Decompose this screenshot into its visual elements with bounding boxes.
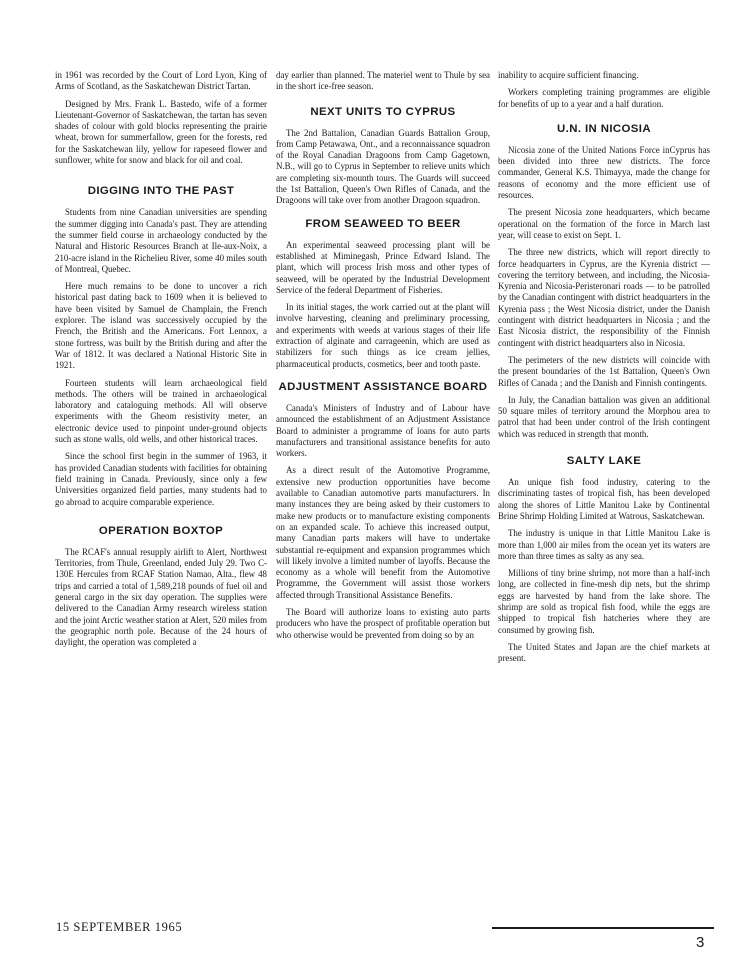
paragraph: day earlier than planned. The materiel went to Thule by sea in the short ice-free season. (276, 70, 490, 92)
paragraph: Fourteen students will learn archaeological field methods. The others will be trained in archaeological laboratory and cataloguing methods. All will observe experiments with the Gheom resistivity meter, an electronic device used to pinpoint under-ground objects such as stone walls, old wells, and other historical traces. (55, 377, 267, 445)
heading-next-units-to-cyprus: NEXT UNITS TO CYPRUS (310, 105, 456, 118)
column-3 (498, 70, 710, 670)
heading-operation-boxtop: OPERATION BOXTOP (98, 524, 224, 537)
paragraph: Nicosia zone of the United Nations Force inCyprus has been divided into three new districts. The force commander, General K.S. Thimayya, made the change for reasons of economy and the more efficient use of resources. (498, 144, 710, 201)
paragraph: The present Nicosia zone headquarters, which became operational on the formation of the force in March last year, will cease to exist on Sept. 1. (498, 207, 710, 240)
footer-date: 15 SEPTEMBER 1965 (56, 920, 183, 934)
paragraph: The 2nd Battalion, Canadian Guards Battalion Group, from Camp Petawawa, Ont., and a reconnaissance squadron of the Royal Canadian Dragoons from Camp Gagetown, N.B., will go to Cyprus in September to relieve units which are completing six-mounth tours. The Guards will succeed the 1st Battalion, Queen's Own Rifles of Canada, and the Dragoons will take over from another Dragoon squadron. (276, 127, 490, 206)
paragraph: Workers completing training programmes are eligible for benefits of up to a year and a half duration. (498, 87, 710, 109)
heading-from-seaweed-to-beer: FROM SEAWEED TO BEER (305, 217, 461, 230)
paragraph: An unique fish food industry, catering to the discriminating tastes of tropical fish, has been developed along the shores of Little Manitou Lake by Continental Brine Shrimp Holding Limited at Watrous, Saskatchewan. (498, 477, 710, 521)
paragraph: Here much remains to be done to uncover a rich historical past dating back to 1609 when it is believed to have been visited by Samuel de Champlain, the French explorer. The island was successively occupied by the French, the British and the Americans. Fort Lennox, a stone fortress, was built by the British during and after the War of 1812. It was declared a National Historic Site in 1921. (55, 281, 267, 371)
paragraph: Canada's Ministers of Industry and of Labour have announced the establishment of an Adjustment Assistance Board to administer a programme of loans for auto parts manufacturers and transitional assistance benefits for auto workers. (276, 402, 490, 459)
footer-rule (492, 927, 714, 929)
paragraph: The three new districts, which will report directly to force headquarters in Cyprus, are the Kyrenia district — covering the territory between, and including, the Nicosia-Kyrenia and Nicosia-Peristeronari roads — to be patrolled by the Canadian contingent with district headquarters in the Kyrenia pass ; the West Nicosia district, under the Danish contingent with district headquarters in Nicosia ; and the East Nicosia district, the responsibility of the Finnish contingent with district headquarters also in Nicosia. (498, 247, 710, 348)
heading-digging-into-the-past: DIGGING INTO THE PAST (87, 185, 235, 198)
paragraph: In its initial stages, the work carried out at the plant will involve harvesting, cleaning and preliminary processing, and experiments with weeds at various stages of their life extraction of alginate and carrageenin, which are used as stabilizers for such things as ice cream jellies, pharmaceutical products, cosmetics, beer and tooth paste. (276, 302, 490, 369)
column-2 (276, 70, 490, 647)
paragraph: The RCAF's annual resupply airlift to Alert, Northwest Territories, from Thule, Greenland, ended July 29. Two C-130E Hercules from RCAF Station Namao, Alta., flew 48 trips and carried a total of 1,589,218 pounds of fuel oil and general cargo in the six day operation. The supplies were delivered to the Canadian Army research wireless station and the joint Arctic weather station at Alert, 520 miles from the geographic north pole. Because of the 24 hours of daylight, the operation was completed a (55, 546, 267, 648)
paragraph: The United States and Japan are the chief markets at present. (498, 641, 710, 664)
paragraph: The Board will authorize loans to existing auto parts producers who have the prospect of profitable operation but who otherwise would be prevented from doing so by an (276, 606, 490, 640)
heading-salty-lake: SALTY LAKE (566, 455, 642, 468)
paragraph: Students from nine Canadian universities are spending the summer digging into Canada's past. They are attending the summer field course in archaeology conducted by the Natural and Historic Resources Branch at Ile-aux-Noix, a 210-acre island in the Richelieu River, some 40 miles south of Montreal, Quebec. (55, 207, 267, 274)
paragraph: In July, the Canadian battalion was given an additional 50 square miles of territory around the Morphou area to patrol that had been under control of the Irish contingent which was reduced in strength that month. (498, 394, 710, 439)
page-number: 3 (696, 934, 705, 951)
paragraph: An experimental seaweed processing plant will be established at Miminegash, Prince Edward Island. The plant, which will process Irish moss and other types of seaweed, will be operated by the Industrial Development Service of the federal Department of Fisheries. (276, 239, 490, 295)
paragraph: The industry is unique in that Little Manitou Lake is more than 1,000 air miles from the ocean yet its waters are more than three times as salty as any sea. (498, 528, 710, 561)
paragraph: Millions of tiny brine shrimp, not more than a half-inch long, are collected in fine-mesh dip nets, but the shrimp eggs are harvested by hand from the lake shore. The shrimp are sold as tropical fish food, while the eggs are shipped to tropical fish hatcheries where they are consumed by growing fish. (498, 568, 710, 635)
paragraph: Since the school first begin in the summer of 1963, it has provided Canadian students with facilities for obtaining field training in Canada. Previously, since only a few Universities organized field parties, many students had to go abroad to acquire comparable experience. (55, 451, 267, 507)
paragraph: Designed by Mrs. Frank L. Bastedo, wife of a former Lieutenant-Governor of Saskatchewan, the tartan has seven shades of colour with gold blocks representing the prairie wheat, brown for summerfallow, green for the forests, red for the Saskatchewan lily, yellow for rapeseed flower and sunflower, white for snow and black for oil and coal. (55, 98, 267, 166)
paragraph: in 1961 was recorded by the Court of Lord Lyon, King of Arms of Scotland, as the Saskatchewan District Tartan. (55, 70, 267, 92)
paragraph: The perimeters of the new districts will coincide with the present boundaries of the 1st Battalion, Queen's Own Rifles of Canada ; and the Danish and Finnish contingents. (498, 354, 710, 388)
heading-adjustment-assistance-board: ADJUSTMENT ASSISTANCE BOARD (278, 380, 488, 393)
heading-un-in-nicosia: U.N. IN NICOSIA (557, 122, 651, 135)
paragraph: inability to acquire sufficient financing. (498, 70, 639, 80)
column-1 (55, 70, 267, 654)
paragraph: As a direct result of the Automotive Programme, extensive new production opportunities have become available to Canadian automotive parts manufacturers. In many instances they are being asked by their customers to make new products or to manufacture existing components on an expanded scale. To achieve this increased output, many Canadian parts makers will have to undertake substantial re-equipment and expansion programmes which will likely involve a limited number of layoffs. Because the economy as a whole will benefit from the Automotive Programme, the Government will assist those workers affected through Transitional Assistance Benefits. (276, 465, 490, 600)
